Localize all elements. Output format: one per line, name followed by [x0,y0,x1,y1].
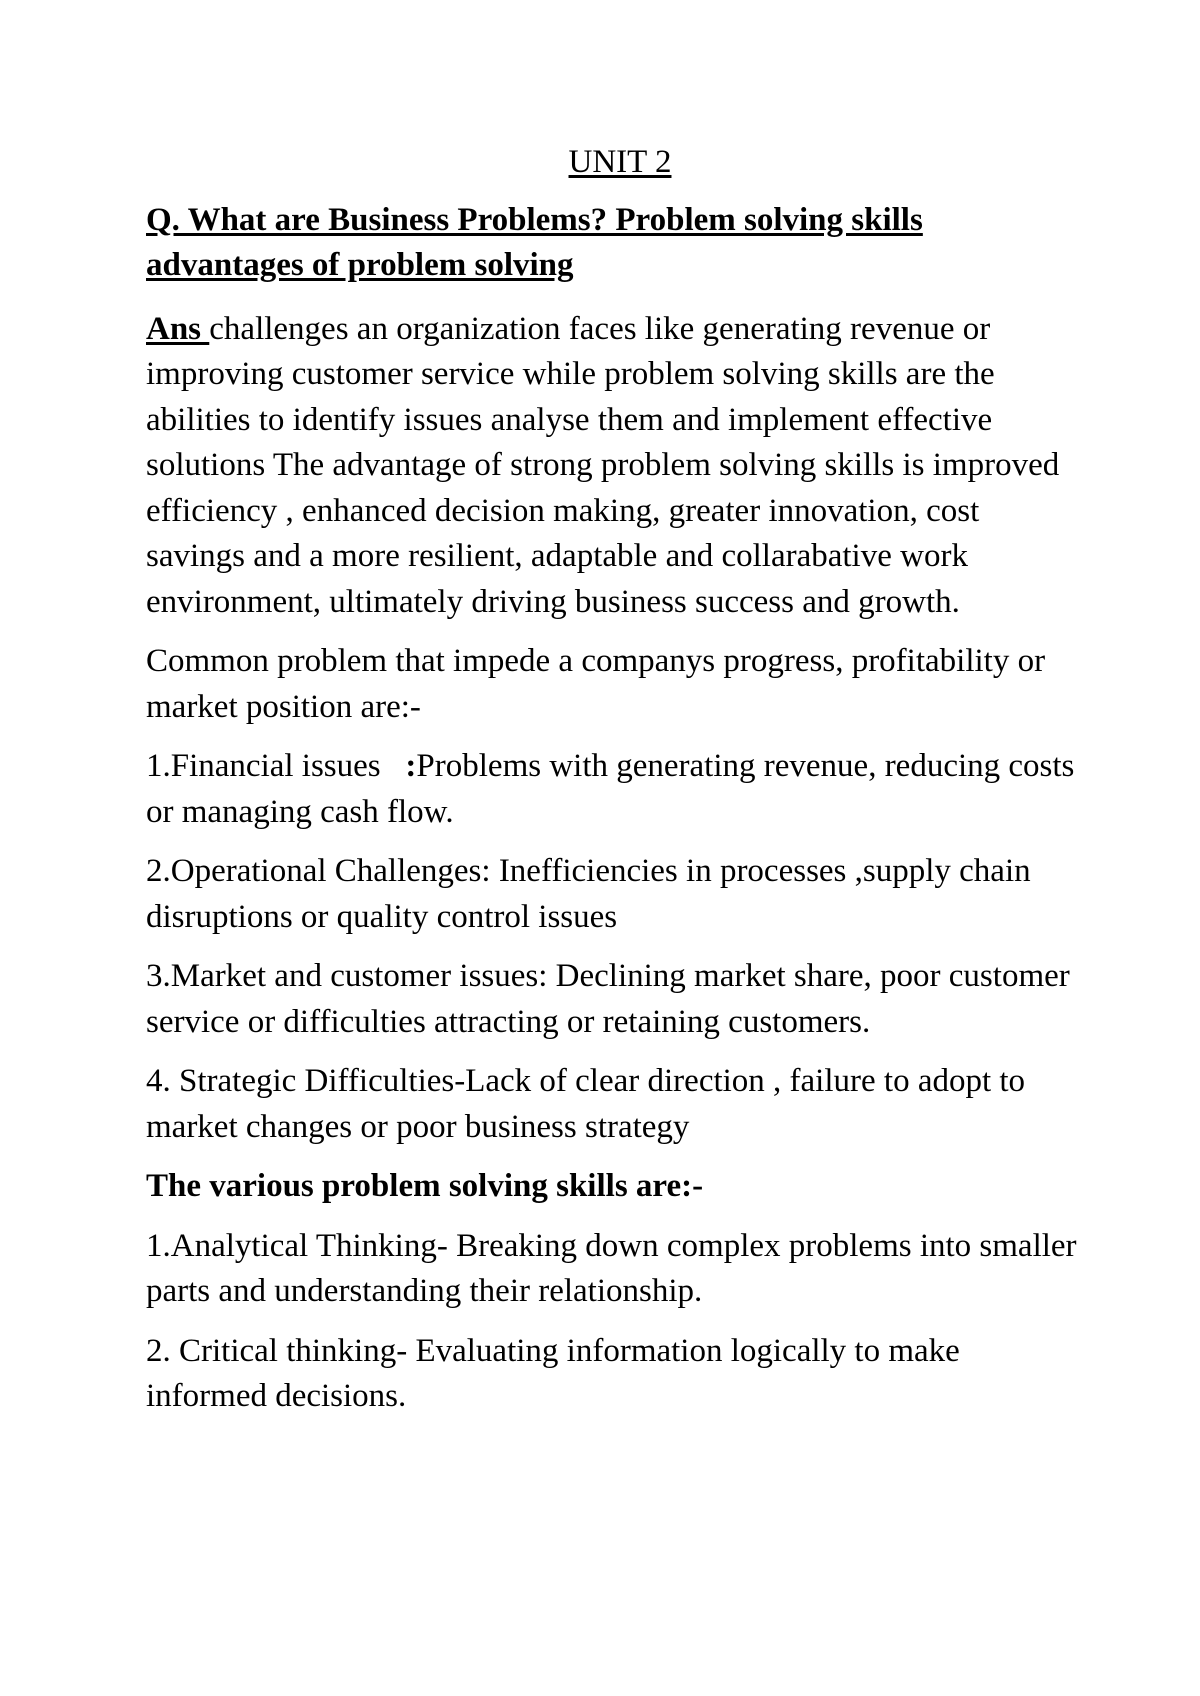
skills-heading: The various problem solving skills are:- [146,1168,704,1204]
problem-item-financial [146,744,1086,835]
answer-text: challenges an organization faces like generating revenue or improving customer service while problem solving skills are the abilities to identify issues analyse them and implement effective solutions The advantage of strong problem solving skills is improved efficiency , enhanced decision making, greater innovation, cost savings and a more resilient, adaptable and collarabative work environment, ultimately driving business success and growth. [146,310,1060,620]
answer-label: Ans [146,310,210,347]
skill-item-analytical: 1.Analytical Thinking- Breaking down complex problems into smaller parts and understanding their relationship. [146,1227,1077,1309]
problem-item-operational: 2.Operational Challenges: Inefficiencies in processes ,supply chain disruptions or quality control issues [146,853,1031,935]
answer-paragraph [146,307,1086,626]
skill-item-critical: 2. Critical thinking- Evaluating information logically to make informed decisions. [146,1332,960,1414]
unit-title: UNIT 2 [568,144,672,180]
problem-item-market: 3.Market and customer issues: Declining market share, poor customer service or difficulties attracting or retaining customers. [146,958,1070,1040]
common-problems-intro: Common problem that impede a companys progress, profitability or market position are:- [146,643,1046,725]
problem-item-strategic: 4. Strategic Difficulties-Lack of clear direction , failure to adopt to market changes or poor business strategy [146,1063,1026,1145]
problem-colon: : [405,748,417,784]
document-page [146,140,1086,1434]
problem-title: 1.Financial issues [146,748,406,784]
problem-text: Problems with generating revenue, reducing costs or managing cash flow. [146,748,1075,830]
question-heading: Q. What are Business Problems? Problem solving skills advantages of problem solving [146,201,923,283]
